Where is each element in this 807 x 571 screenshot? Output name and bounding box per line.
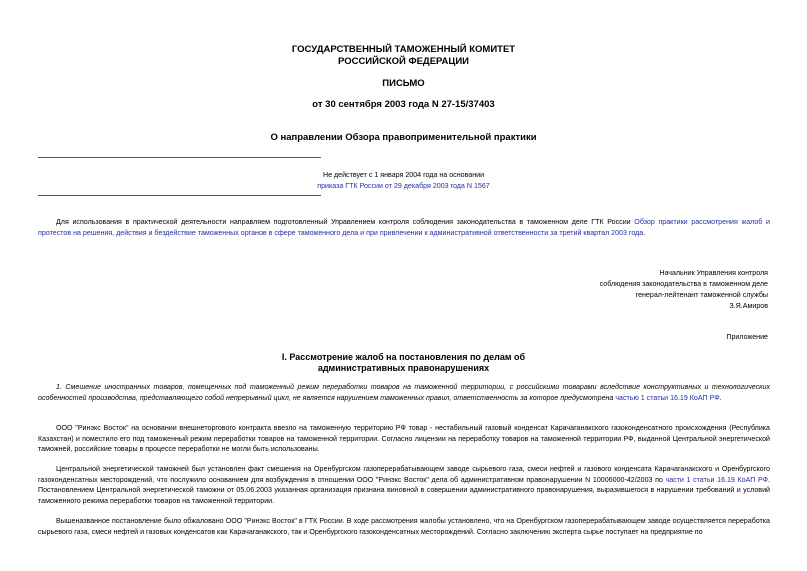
paragraph-4: Вышеназванное постановление было обжаловано ООО "Ринэкс Восток" в ГТК России. В ходе рассмотрения жалобы установлено, что на Оренбургском газоперерабатывающем заводе осуществляется переработка сырьевого газа, смеси нефтей и газовых конденсатов как Карачаганакского, так и Оренбургского газоконденсатных месторождений. Согласно заключению эксперта сырье поступает на предприятие по [38, 517, 770, 536]
section-title-line2: административных правонарушениях [317, 363, 490, 373]
document-type: ПИСЬМО [382, 78, 425, 89]
status-order-link[interactable]: приказа ГТК России от 29 декабря 2003 года N 1567 [317, 182, 490, 190]
paragraph-1: 1. Смешение иностранных товаров, помещенных под таможенный режим переработки товаров на таможенной территории, с российскими товарами вследствие конструктивных и технологических особенностей производства, представляющего собой непрерывный цикл, не является нарушением таможенных правил, ответственность за которое предусмотрена частью 1 статьи 16.19 КоАП РФ. [38, 383, 770, 402]
divider-bottom [38, 195, 321, 196]
signature-name: З.Я.Амиров [729, 302, 768, 310]
signature-title-3: генерал-лейтенант таможенной службы [635, 291, 768, 299]
divider-top [38, 157, 321, 158]
org-name-line2: РОССИЙСКОЙ ФЕДЕРАЦИИ [337, 56, 469, 67]
intro-paragraph: Для использования в практической деятельности направляем подготовленный Управлением контроля соблюдения законодательства в таможенном деле ГТК России Обзор практики рассмотрения жалоб и протестов на решения, действия и бездействие таможенных органов в сфере таможенного дела и при привлечении к административной ответственности за третий квартал 2003 года. [38, 218, 770, 237]
document-date-number: от 30 сентября 2003 года N 27-15/37403 [312, 99, 495, 110]
document-subject: О направлении Обзора правоприменительной практики [270, 132, 537, 143]
review-link[interactable]: Обзор практики рассмотрения жалоб и протестов на решения, действия и бездействие таможенных органов в сфере таможенного дела и при привлечении к административной ответственности за третий квартал 2003 года [38, 218, 770, 237]
signature-title-1: Начальник Управления контроля [659, 269, 768, 277]
koap-16-19-link-2[interactable]: части 1 статьи 16.19 КоАП РФ [665, 475, 768, 484]
section-title-line1: I. Рассмотрение жалоб на постановления по делам об [281, 352, 526, 362]
paragraph-2: ООО "Ринэкс Восток" на основании внешнеторгового контракта ввезло на таможенную территорию РФ товар - нестабильный газовый конденсат Карачаганакского газоконденсатного происхождения (Республика Казахстан) и поместило его под таможенный режим переработки товаров на таможенной территории. Согласно лицензии на переработку товаров на таможенной территории РФ, выданной Центральной энергетической таможней, российские товары в процессе переработки не могли быть использованы. [38, 424, 770, 454]
appendix-label: Приложение [726, 333, 768, 341]
status-note: Не действует с 1 января 2004 года на основании [322, 171, 485, 179]
koap-16-19-link-1[interactable]: частью 1 статьи 16.19 КоАП РФ [615, 393, 720, 402]
signature-title-2: соблюдения законодательства в таможенном деле [599, 280, 768, 288]
org-name-line1: ГОСУДАРСТВЕННЫЙ ТАМОЖЕННЫЙ КОМИТЕТ [291, 44, 516, 55]
paragraph-3: Центральной энергетической таможней был установлен факт смешения на Оренбургском газоперерабатывающем заводе сырьевого газа, смеси нефтей и газового конденсата Карачаганакского и Оренбургского газоконденсатных месторождений, что послужило основанием для возбуждения в отношении ООО "Ринэкс Восток" дела об административном правонарушении N 10006000-42/2003 по части 1 статьи 16.19 КоАП РФ. Постановлением Центральной энергетической таможни от 05.06.2003 указанная организация признана виновной в совершении административного правонарушения, выразившегося в нарушении требований и условий таможенного режима переработки товаров на таможенной территории. [38, 465, 770, 505]
